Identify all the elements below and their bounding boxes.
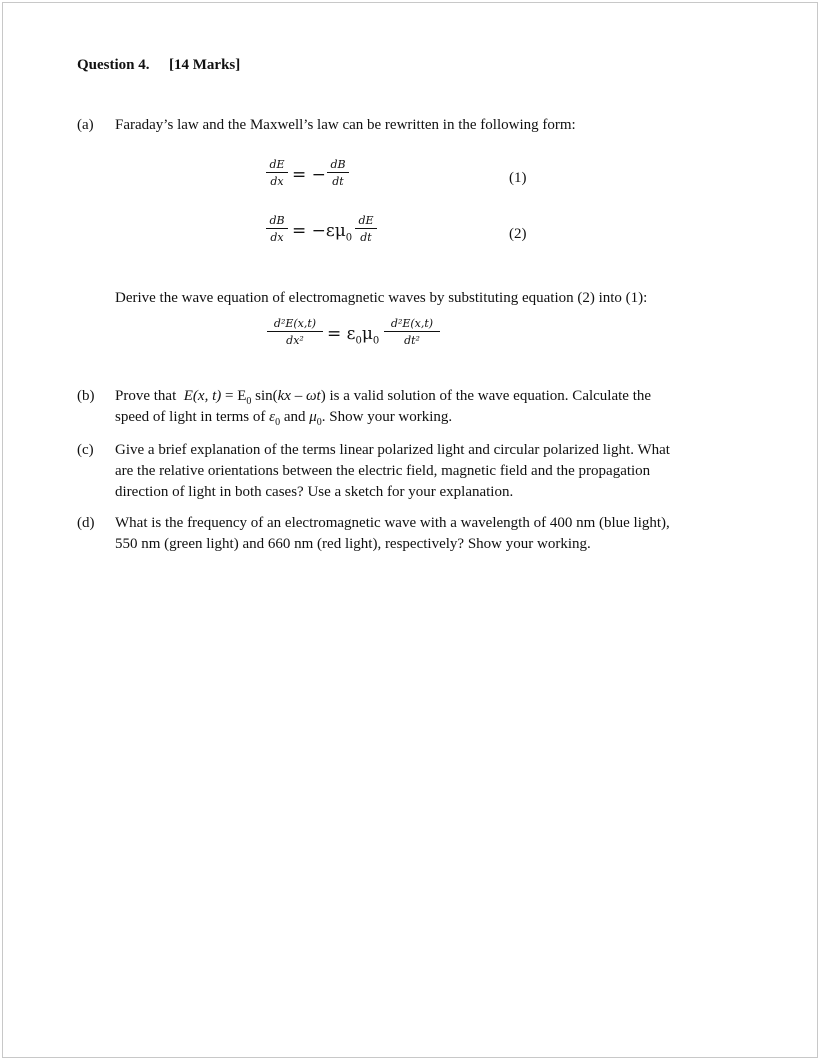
eq3-rhs-num: d²E(x,t) — [390, 317, 434, 330]
eq3-lhs-num: d²E(x,t) — [273, 317, 317, 330]
part-b-line-2: speed of light in terms of $\varepsilon_0$ and $\mu_0$. Show your working. — [115, 409, 453, 428]
eq2-number: (2) — [509, 226, 527, 242]
part-a-intro: Faraday’s law and the Maxwell’s law can be rewritten in the following form: — [115, 117, 576, 133]
eq3-lhs-fraction — [267, 317, 323, 347]
eq3-operator: = $\varepsilon_0\mu_0$ — [327, 324, 380, 347]
eq2-operator: = $-\varepsilon\mu_0$ — [292, 221, 353, 244]
part-c-line-2: are the relative orientations between the electric field, magnetic field and the propagation — [115, 463, 651, 479]
eq3-rhs-den: dt² — [404, 334, 420, 347]
part-b-label: (b) — [77, 388, 95, 404]
eq2-rhs-den: dt — [360, 231, 372, 244]
part-c-line-3: direction of light in both cases? Use a sketch for your explanation. — [115, 484, 514, 500]
part-d-line-2: 550 nm (green light) and 660 nm (red light), respectively? Show your working. — [115, 536, 591, 552]
question-label: Question 4. — [77, 57, 150, 73]
document-page — [2, 2, 818, 1058]
eq1-rhs-den: dt — [332, 175, 344, 188]
eq2-rhs-fraction — [355, 214, 377, 244]
eq2-lhs-den: dx — [270, 231, 284, 244]
question-title — [77, 57, 240, 74]
eq2-lhs-num: dB — [269, 214, 285, 227]
eq2-lhs-fraction — [266, 214, 288, 244]
part-a-label: (a) — [77, 117, 94, 133]
eq1-lhs-den: dx — [270, 175, 284, 188]
part-b-line-1: Prove that E(x, $t) = E_0$ sin(kx – ωt) is a valid solution of the wave equation. Calculate the — [115, 388, 652, 407]
question-marks: [14 Marks] — [169, 57, 241, 73]
part-d-line-1: What is the frequency of an electromagnetic wave with a wavelength of 400 nm (blue light), — [115, 515, 670, 531]
eq1-number: (1) — [509, 170, 527, 186]
part-a-derive-text: Derive the wave equation of electromagnetic waves by substituting equation (2) into (1): — [115, 290, 648, 306]
eq1-lhs-fraction — [266, 158, 288, 188]
eq3-rhs-fraction — [384, 317, 440, 347]
part-c-label: (c) — [77, 442, 94, 458]
eq3-lhs-den: dx² — [286, 334, 304, 347]
eq1-lhs-num: dE — [269, 158, 285, 171]
part-d-label: (d) — [77, 515, 95, 531]
eq1-operator: = − — [292, 165, 326, 185]
eq2-rhs-num: dE — [358, 214, 374, 227]
eq1-rhs-num: dB — [330, 158, 346, 171]
part-c-line-1: Give a brief explanation of the terms linear polarized light and circular polarized light. What — [115, 442, 670, 458]
eq1-rhs-fraction — [327, 158, 349, 188]
